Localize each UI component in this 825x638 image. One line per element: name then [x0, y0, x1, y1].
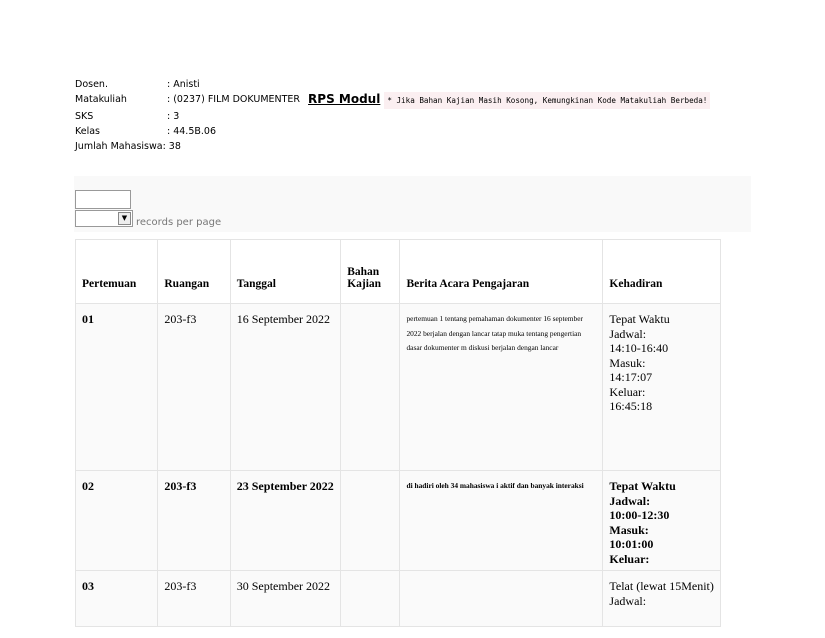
- search-input[interactable]: [75, 190, 131, 209]
- kehadiran-line: 10:01:00: [609, 537, 654, 551]
- cell-tanggal: 30 September 2022: [230, 571, 341, 627]
- kehadiran-line: Tepat Waktu: [609, 479, 676, 493]
- cell-tanggal: 16 September 2022: [230, 304, 341, 471]
- kehadiran-line: Tepat Waktu: [609, 312, 670, 326]
- dosen-value: : Anisti: [167, 79, 200, 90]
- cell-pertemuan: 03: [76, 571, 158, 627]
- sks-label: SKS: [75, 111, 94, 122]
- cell-kehadiran: [603, 304, 721, 471]
- header-ruangan[interactable]: Ruangan: [158, 240, 230, 304]
- sks-value: : 3: [167, 111, 180, 122]
- table-controls: [74, 176, 751, 232]
- kehadiran-line: 14:17:07: [609, 370, 653, 384]
- kehadiran-line: Masuk:: [609, 522, 649, 537]
- dosen-label: Dosen.: [75, 79, 108, 90]
- cell-berita-acara: di hadiri oleh 34 mahasiswa i aktif dan banyak interaksi: [400, 471, 603, 571]
- info-row-matakuliah: [75, 92, 710, 109]
- kelas-value: : 44.5B.06: [167, 126, 216, 137]
- kehadiran-line: 14:10-16:40: [609, 341, 669, 355]
- cell-kehadiran: [603, 571, 721, 627]
- cell-ruangan: 203-f3: [158, 471, 230, 571]
- info-row-jumlah: [75, 139, 710, 154]
- table-row: [76, 471, 721, 571]
- kehadiran-line: 10:00-12:30: [609, 508, 670, 522]
- cell-ruangan: 203-f3: [158, 571, 230, 627]
- cell-berita-acara: pertemuan 1 tentang pemahaman dokumenter 16 september 2022 berjalan dengan lancar tatap muka tentang pengertian dasar dokumenter m diskusi berjalan dengan lancar: [400, 304, 603, 471]
- table-row: [76, 304, 721, 471]
- info-row-kelas: [75, 124, 710, 139]
- cell-bahan-kajian: [341, 571, 400, 627]
- course-info: [75, 77, 710, 154]
- cell-pertemuan: 02: [76, 471, 158, 571]
- kehadiran-line: Keluar:: [609, 551, 650, 566]
- header-berita-acara[interactable]: Berita Acara Pengajaran: [400, 240, 603, 304]
- header-kehadiran[interactable]: Kehadiran: [603, 240, 721, 304]
- table-row: [76, 571, 721, 627]
- header-tanggal[interactable]: Tanggal: [230, 240, 341, 304]
- cell-berita-acara: [400, 571, 603, 627]
- attendance-table: [75, 239, 721, 627]
- info-row-dosen: [75, 77, 710, 92]
- cell-ruangan: 203-f3: [158, 304, 230, 471]
- cell-bahan-kajian: [341, 304, 400, 471]
- kehadiran-line: Telat (lewat 15Menit): [609, 579, 714, 593]
- kehadiran-line: 16:45:18: [609, 399, 653, 413]
- rps-modul-link[interactable]: RPS Modul: [308, 92, 381, 106]
- kehadiran-line: Jadwal:: [609, 493, 651, 508]
- chevron-down-icon: ▼: [118, 212, 131, 225]
- header-pertemuan[interactable]: Pertemuan: [76, 240, 158, 304]
- kehadiran-line: Keluar:: [609, 384, 646, 399]
- cell-tanggal: 23 September 2022: [230, 471, 341, 571]
- cell-pertemuan: 01: [76, 304, 158, 471]
- records-per-page-label: records per page: [136, 217, 222, 228]
- table-header-row: [76, 240, 721, 304]
- kehadiran-line: Jadwal:: [609, 326, 647, 341]
- header-bahan-kajian[interactable]: Bahan Kajian: [341, 240, 400, 304]
- jumlah-label: Jumlah Mahasiswa: [75, 141, 163, 152]
- kelas-label: Kelas: [75, 126, 101, 137]
- info-row-sks: [75, 109, 710, 124]
- records-per-page-select[interactable]: [75, 210, 133, 227]
- matakuliah-label: Matakuliah: [75, 94, 127, 105]
- jumlah-value: : 38: [162, 141, 181, 152]
- matakuliah-value: : (0237) FILM DOKUMENTER: [167, 94, 301, 105]
- kehadiran-line: Jadwal:: [609, 593, 647, 608]
- cell-kehadiran: [603, 471, 721, 571]
- kehadiran-line: Masuk:: [609, 355, 646, 370]
- cell-bahan-kajian: [341, 471, 400, 571]
- warning-note: * Jika Bahan Kajian Masih Kosong, Kemungkinan Kode Matakuliah Berbeda!: [384, 92, 710, 109]
